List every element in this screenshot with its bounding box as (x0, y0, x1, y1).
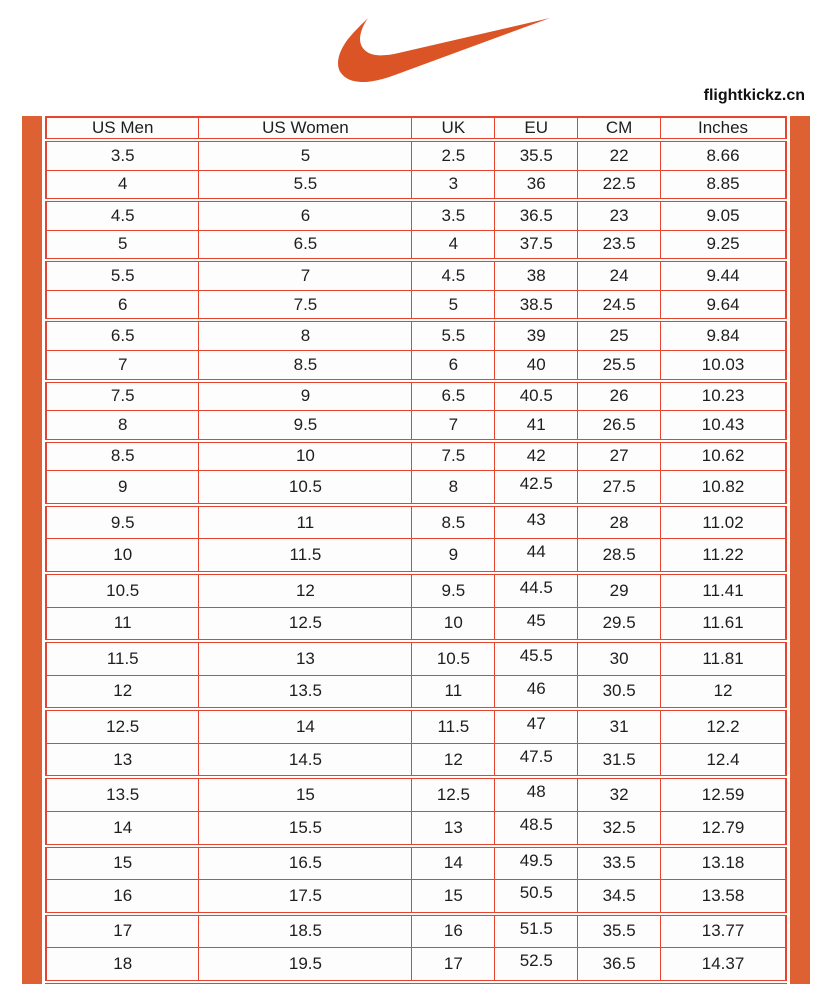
cell-cm: 33.5 (578, 846, 661, 880)
cell-cm: 28 (578, 505, 661, 539)
cell-inches: 10.23 (661, 381, 786, 411)
cell-uk: 5.5 (412, 320, 495, 350)
cell-us-men: 7.5 (46, 381, 199, 411)
right-accent-bar (790, 116, 810, 984)
cell-inches: 12.79 (661, 811, 786, 845)
cell-inches: 12.4 (661, 743, 786, 777)
cell-us-women: 6.5 (199, 230, 412, 260)
cell-us-women: 15.5 (199, 811, 412, 845)
size-row (46, 811, 786, 845)
cell-eu: 44 (495, 539, 578, 573)
cell-inches: 9.44 (661, 260, 786, 290)
cell-eu: 47.5 (495, 743, 578, 777)
cell-inches: 11.02 (661, 505, 786, 539)
cell-us-men: 7 (46, 350, 199, 380)
cell-us-men: 4 (46, 170, 199, 200)
table-head (46, 117, 786, 140)
cell-inches: 12 (661, 675, 786, 709)
column-header-eu: EU (495, 117, 578, 140)
cell-us-women: 5.5 (199, 170, 412, 200)
cell-us-women: 8.5 (199, 350, 412, 380)
cell-uk: 5 (412, 290, 495, 320)
table-body (46, 140, 786, 982)
cell-inches: 8.85 (661, 170, 786, 200)
cell-us-women: 6 (199, 200, 412, 230)
cell-inches: 9.25 (661, 230, 786, 260)
size-row (46, 230, 786, 260)
size-row (46, 914, 786, 948)
left-accent-bar (22, 116, 42, 984)
size-row (46, 505, 786, 539)
cell-us-women: 12 (199, 573, 412, 607)
cell-eu: 38.5 (495, 290, 578, 320)
cell-inches: 10.62 (661, 441, 786, 471)
cell-uk: 12.5 (412, 777, 495, 811)
cell-uk: 11 (412, 675, 495, 709)
cell-cm: 26 (578, 381, 661, 411)
cell-inches: 11.41 (661, 573, 786, 607)
watermark-text: flightkickz.cn (703, 87, 805, 104)
cell-us-women: 9.5 (199, 411, 412, 441)
cell-us-men: 11 (46, 607, 199, 641)
cell-us-men: 17 (46, 914, 199, 948)
cell-us-men: 13 (46, 743, 199, 777)
cell-uk: 4.5 (412, 260, 495, 290)
cell-eu: 50.5 (495, 880, 578, 914)
cell-uk: 13 (412, 811, 495, 845)
cell-uk: 10 (412, 607, 495, 641)
cell-cm: 32 (578, 777, 661, 811)
cell-uk: 8.5 (412, 505, 495, 539)
cell-us-men: 9 (46, 471, 199, 505)
cell-us-men: 6.5 (46, 320, 199, 350)
cell-uk: 9.5 (412, 573, 495, 607)
cell-eu: 47 (495, 709, 578, 743)
size-row (46, 709, 786, 743)
size-row (46, 140, 786, 170)
cell-inches: 10.43 (661, 411, 786, 441)
cell-inches: 12.2 (661, 709, 786, 743)
cell-us-women: 7.5 (199, 290, 412, 320)
cell-cm: 22.5 (578, 170, 661, 200)
cell-cm: 24.5 (578, 290, 661, 320)
nike-logo (338, 18, 550, 82)
cell-cm: 36.5 (578, 948, 661, 982)
cell-us-men: 14 (46, 811, 199, 845)
cell-cm: 31.5 (578, 743, 661, 777)
cell-cm: 34.5 (578, 880, 661, 914)
cell-uk: 16 (412, 914, 495, 948)
size-row (46, 411, 786, 441)
cell-us-men: 16 (46, 880, 199, 914)
size-row (46, 260, 786, 290)
cell-inches: 9.64 (661, 290, 786, 320)
cell-inches: 11.81 (661, 641, 786, 675)
size-conversion-table (45, 116, 787, 984)
cell-inches: 8.66 (661, 140, 786, 170)
cell-uk: 3.5 (412, 200, 495, 230)
cell-us-men: 12 (46, 675, 199, 709)
cell-uk: 14 (412, 846, 495, 880)
cell-cm: 29 (578, 573, 661, 607)
cell-inches: 11.61 (661, 607, 786, 641)
cell-cm: 30 (578, 641, 661, 675)
cell-uk: 17 (412, 948, 495, 982)
cell-inches: 10.03 (661, 350, 786, 380)
cell-cm: 25 (578, 320, 661, 350)
size-row (46, 573, 786, 607)
cell-us-men: 10.5 (46, 573, 199, 607)
cell-us-women: 7 (199, 260, 412, 290)
size-row (46, 320, 786, 350)
cell-eu: 42.5 (495, 471, 578, 505)
size-chart-band (22, 116, 810, 984)
cell-uk: 2.5 (412, 140, 495, 170)
cell-uk: 6.5 (412, 381, 495, 411)
table-header-row (46, 117, 786, 140)
cell-us-men: 10 (46, 539, 199, 573)
cell-cm: 30.5 (578, 675, 661, 709)
cell-eu: 37.5 (495, 230, 578, 260)
size-row (46, 948, 786, 982)
cell-cm: 27 (578, 441, 661, 471)
cell-eu: 45.5 (495, 641, 578, 675)
cell-us-men: 9.5 (46, 505, 199, 539)
size-row (46, 200, 786, 230)
cell-eu: 45 (495, 607, 578, 641)
cell-cm: 27.5 (578, 471, 661, 505)
cell-uk: 15 (412, 880, 495, 914)
cell-us-women: 17.5 (199, 880, 412, 914)
cell-eu: 51.5 (495, 914, 578, 948)
cell-us-men: 11.5 (46, 641, 199, 675)
cell-us-women: 13 (199, 641, 412, 675)
cell-us-women: 11 (199, 505, 412, 539)
cell-us-men: 15 (46, 846, 199, 880)
cell-us-women: 9 (199, 381, 412, 411)
cell-eu: 44.5 (495, 573, 578, 607)
cell-uk: 6 (412, 350, 495, 380)
cell-us-men: 4.5 (46, 200, 199, 230)
size-row (46, 607, 786, 641)
cell-eu: 40.5 (495, 381, 578, 411)
size-row (46, 471, 786, 505)
cell-eu: 36.5 (495, 200, 578, 230)
cell-us-men: 6 (46, 290, 199, 320)
cell-cm: 29.5 (578, 607, 661, 641)
size-row (46, 846, 786, 880)
cell-inches: 14.37 (661, 948, 786, 982)
cell-us-women: 12.5 (199, 607, 412, 641)
cell-cm: 26.5 (578, 411, 661, 441)
nike-swoosh-path (338, 18, 550, 82)
cell-eu: 38 (495, 260, 578, 290)
cell-inches: 13.58 (661, 880, 786, 914)
cell-uk: 9 (412, 539, 495, 573)
nike-swoosh-icon (338, 18, 550, 82)
cell-eu: 42 (495, 441, 578, 471)
cell-eu: 52.5 (495, 948, 578, 982)
cell-inches: 9.05 (661, 200, 786, 230)
cell-eu: 48 (495, 777, 578, 811)
cell-eu: 40 (495, 350, 578, 380)
cell-us-men: 3.5 (46, 140, 199, 170)
size-row (46, 290, 786, 320)
cell-us-women: 14 (199, 709, 412, 743)
cell-us-women: 16.5 (199, 846, 412, 880)
cell-us-women: 18.5 (199, 914, 412, 948)
cell-cm: 35.5 (578, 914, 661, 948)
cell-inches: 12.59 (661, 777, 786, 811)
cell-cm: 24 (578, 260, 661, 290)
column-header-cm: CM (578, 117, 661, 140)
size-row (46, 441, 786, 471)
cell-us-men: 12.5 (46, 709, 199, 743)
size-row (46, 170, 786, 200)
size-row (46, 777, 786, 811)
cell-us-men: 13.5 (46, 777, 199, 811)
cell-inches: 9.84 (661, 320, 786, 350)
cell-eu: 36 (495, 170, 578, 200)
cell-us-men: 5.5 (46, 260, 199, 290)
cell-eu: 46 (495, 675, 578, 709)
size-row (46, 743, 786, 777)
cell-eu: 48.5 (495, 811, 578, 845)
cell-cm: 23 (578, 200, 661, 230)
size-row (46, 381, 786, 411)
cell-uk: 3 (412, 170, 495, 200)
column-header-inches: Inches (661, 117, 786, 140)
size-row (46, 350, 786, 380)
column-header-us-women: US Women (199, 117, 412, 140)
cell-us-women: 10.5 (199, 471, 412, 505)
cell-us-women: 13.5 (199, 675, 412, 709)
cell-uk: 8 (412, 471, 495, 505)
cell-eu: 39 (495, 320, 578, 350)
cell-uk: 7 (412, 411, 495, 441)
size-row (46, 641, 786, 675)
cell-us-men: 8.5 (46, 441, 199, 471)
cell-inches: 10.82 (661, 471, 786, 505)
cell-eu: 43 (495, 505, 578, 539)
cell-us-women: 8 (199, 320, 412, 350)
cell-cm: 25.5 (578, 350, 661, 380)
column-header-us-men: US Men (46, 117, 199, 140)
cell-inches: 11.22 (661, 539, 786, 573)
cell-us-women: 5 (199, 140, 412, 170)
cell-us-women: 19.5 (199, 948, 412, 982)
size-row (46, 880, 786, 914)
cell-us-women: 11.5 (199, 539, 412, 573)
cell-uk: 12 (412, 743, 495, 777)
cell-cm: 31 (578, 709, 661, 743)
cell-us-men: 18 (46, 948, 199, 982)
cell-us-women: 15 (199, 777, 412, 811)
size-row (46, 675, 786, 709)
cell-inches: 13.77 (661, 914, 786, 948)
cell-us-women: 14.5 (199, 743, 412, 777)
cell-eu: 49.5 (495, 846, 578, 880)
cell-eu: 35.5 (495, 140, 578, 170)
cell-cm: 22 (578, 140, 661, 170)
cell-us-men: 8 (46, 411, 199, 441)
cell-us-men: 5 (46, 230, 199, 260)
cell-uk: 7.5 (412, 441, 495, 471)
cell-cm: 23.5 (578, 230, 661, 260)
cell-uk: 4 (412, 230, 495, 260)
cell-cm: 28.5 (578, 539, 661, 573)
cell-inches: 13.18 (661, 846, 786, 880)
cell-us-women: 10 (199, 441, 412, 471)
column-header-uk: UK (412, 117, 495, 140)
cell-uk: 11.5 (412, 709, 495, 743)
cell-eu: 41 (495, 411, 578, 441)
cell-cm: 32.5 (578, 811, 661, 845)
size-row (46, 539, 786, 573)
cell-uk: 10.5 (412, 641, 495, 675)
